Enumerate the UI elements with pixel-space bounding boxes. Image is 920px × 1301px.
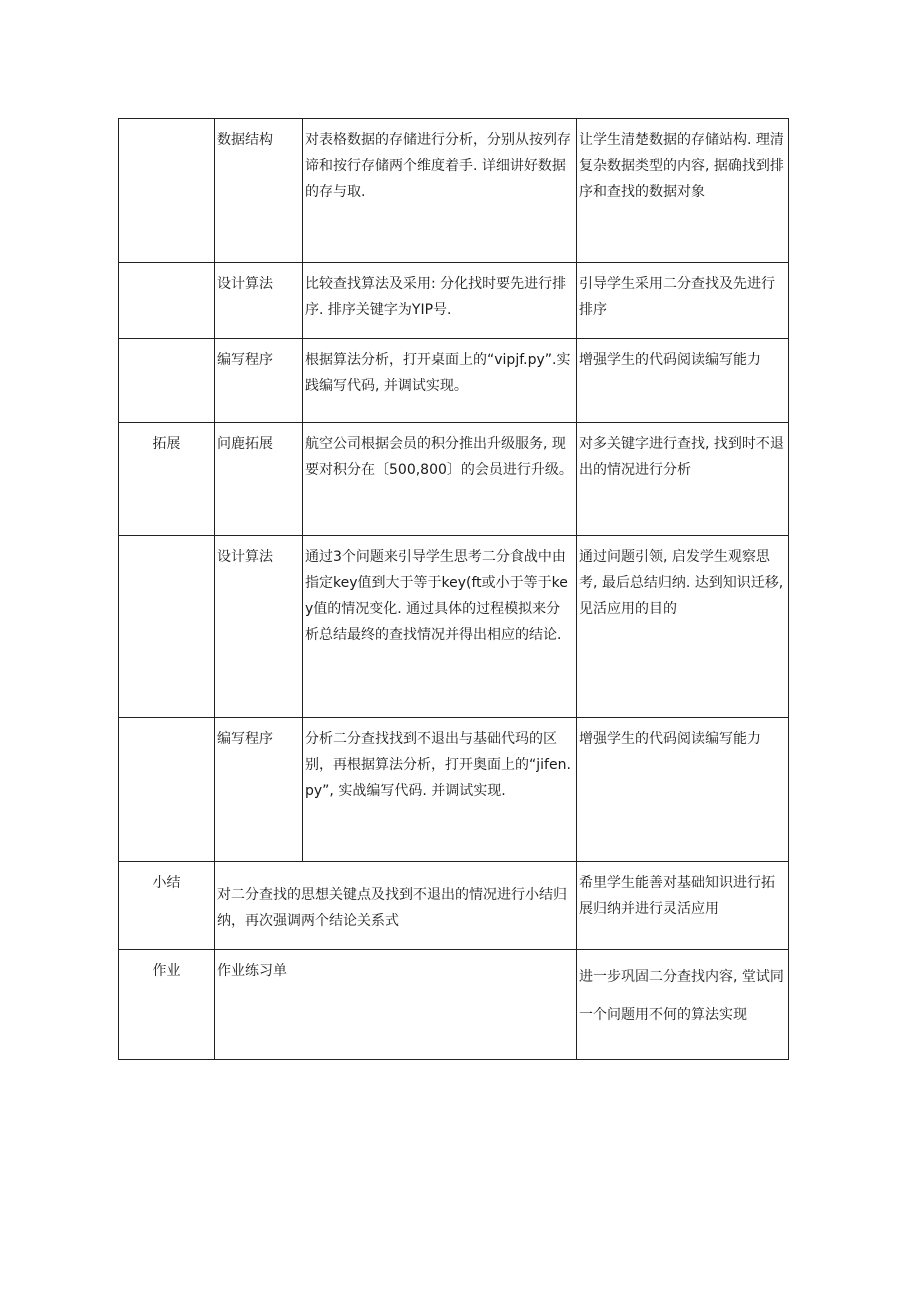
content-text: 分析二分查找找到不退出与基础代玛的区别，再根据算法分析，打开奥面上的“jifen.py”, 实战编写代码. 并调试实现. (305, 731, 571, 799)
purpose-text: 对多关键字进行查找, 找到时不退出的情况进行分析 (579, 436, 784, 478)
table-row (119, 423, 789, 536)
content-cell (303, 536, 577, 718)
table-row (119, 536, 789, 718)
content-text: 对表格数据的存储进行分析，分别从按列存谛和按行存储两个维度着手. 详细讲好数据的存与取. (305, 132, 571, 200)
stage-cell (119, 423, 215, 536)
content-cell (303, 119, 577, 263)
stage-cell (119, 950, 215, 1060)
purpose-text: 进一步巩固二分查找内容, 堂试同一个问题用不何的算法实现 (579, 969, 784, 1023)
step-cell (215, 263, 303, 339)
content-cell (303, 339, 577, 423)
content-cell (303, 263, 577, 339)
content-text: 航空公司根据会员的积分推出升级服务, 现要对积分在〔500,800〕的会员进行升级。 (305, 436, 573, 478)
stage-cell (119, 536, 215, 718)
content-text: 根据算法分析，打开桌面上的“vipjf.py”.实践编写代码, 并调试实现。 (305, 352, 571, 394)
step-cell (215, 119, 303, 263)
purpose-cell (577, 950, 789, 1060)
table-row (119, 718, 789, 862)
purpose-cell (577, 536, 789, 718)
table-row (119, 862, 789, 950)
purpose-cell (577, 263, 789, 339)
content-text: 对二分查找的思想关键点及找到不退出的情况进行小结归纳，再次强调两个结论关系式 (217, 887, 567, 929)
table-row (119, 119, 789, 263)
stage-label: 小结 (152, 875, 181, 891)
purpose-text: 增强学生的代码阅读编写能力 (579, 731, 761, 747)
stage-cell (119, 119, 215, 263)
table-row (119, 339, 789, 423)
stage-label: 作业 (152, 963, 181, 979)
step-cell (215, 339, 303, 423)
step-cell (215, 423, 303, 536)
purpose-cell (577, 339, 789, 423)
content-cell (215, 862, 577, 950)
step-label: 设计算法 (217, 549, 273, 565)
purpose-text: 希里学生能善对基础知识进行拓展归纳并进行灵活应用 (579, 875, 775, 917)
step-cell (215, 718, 303, 862)
purpose-text: 通过问题引领, 启发学生观察思考, 最后总结归纳. 达到知识迁移, 见活应用的目的 (579, 549, 784, 617)
purpose-cell (577, 119, 789, 263)
step-cell (215, 536, 303, 718)
purpose-cell (577, 423, 789, 536)
purpose-text: 引导学生采用二分查找及先进行排序 (579, 276, 775, 318)
content-cell (215, 950, 577, 1060)
step-label: 问鹿拓展 (217, 436, 273, 452)
step-label: 数据结构 (217, 132, 273, 148)
purpose-text: 让学生清楚数据的存储站构. 理清复杂数据类型的内容, 据确找到排序和查找的数据对象 (579, 132, 784, 200)
content-cell (303, 423, 577, 536)
step-label: 设计算法 (217, 276, 273, 292)
content-text: 比较查找算法及采用: 分化找时要先进行排序. 排序关键字为YIP号. (305, 276, 567, 318)
stage-label: 拓展 (152, 436, 181, 452)
purpose-cell (577, 718, 789, 862)
table-row (119, 950, 789, 1060)
stage-cell (119, 263, 215, 339)
lesson-plan-table (118, 118, 789, 1060)
purpose-text: 增强学生的代码阅读编写能力 (579, 352, 761, 368)
stage-cell (119, 718, 215, 862)
table-row (119, 263, 789, 339)
step-label: 编写程序 (217, 352, 273, 368)
purpose-cell (577, 862, 789, 950)
step-label: 编写程序 (217, 731, 273, 747)
content-text: 作业练习单 (217, 963, 287, 979)
stage-cell (119, 339, 215, 423)
content-text: 通过3个问题来引导学生思考二分食战中由指定key值到大于等于key(ft或小于等于key值的情况变化. 通过具体的过程模拟来分析总结最终的查找情况并得出相应的结论. (305, 549, 568, 643)
stage-cell (119, 862, 215, 950)
content-cell (303, 718, 577, 862)
